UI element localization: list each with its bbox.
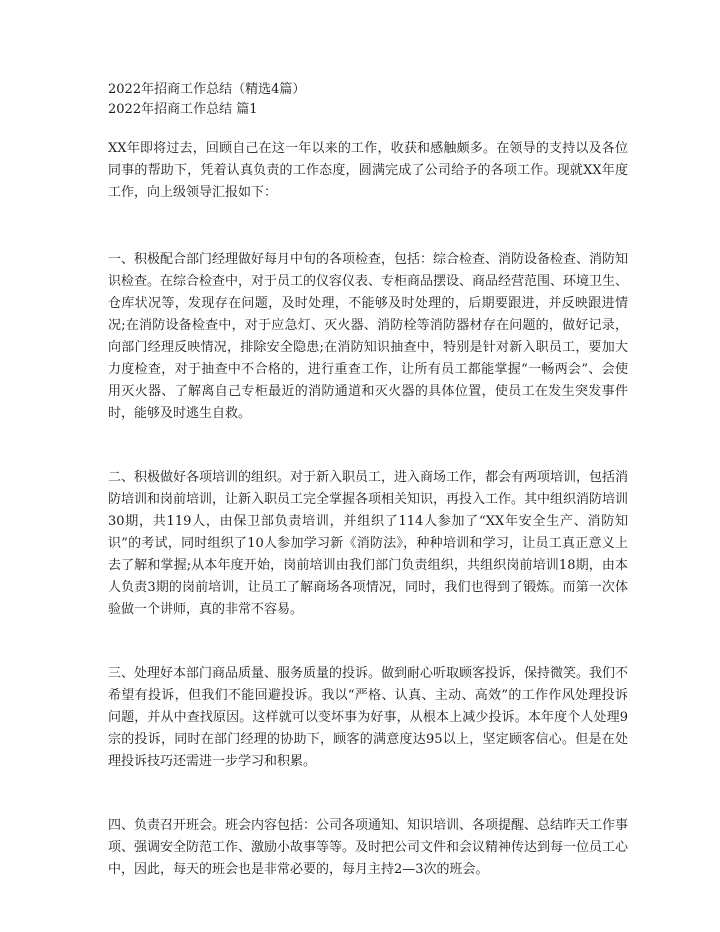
document-body bbox=[108, 80, 628, 881]
document-subtitle: 2022年招商工作总结 篇1 bbox=[108, 102, 258, 117]
section-paragraph-1: 一、积极配合部门经理做好每月中旬的各项检查，包括：综合检查、消防设备检查、消防知识检查。在综合检查中，对于员工的仪容仪表、专柜商品摆设、商品经营范围、环境卫生、仓库状况等，发现存在问题，及时处理，不能够及时处理的，后期要跟进，并反映跟进情况;在消防设备检查中，对于应急灯、灭火器、消防栓等消防器材存在问题的，做好记录，向部门经理反映情况，排除安全隐患;在消防知识抽查中，特别是针对新入职员工，要加大力度检查，对于抽查中不合格的，进行重查工作，让所有员工都能掌握“一畅两会”、会使用灭火器、了解离自己专柜最近的消防通道和灭火器的具体位置，使员工在发生突发事件时，能够及时逃生自救。 bbox=[108, 252, 629, 421]
section-paragraph-4: 四、负责召开班会。班会内容包括：公司各项通知、知识培训、各项提醒、总结昨天工作事项、强调安全防范工作、激励小故事等等。及时把公司文件和会议精神传达到每一位员工心中，因此，每天的班会也是非常必要的，每月主持2—3次的班会。 bbox=[108, 818, 629, 877]
document-title: 2022年招商工作总结（精选4篇） bbox=[108, 82, 306, 97]
section-paragraph-3: 三、处理好本部门商品质量、服务质量的投诉。做到耐心听取顾客投诉，保持微笑。我们不希望有投诉，但我们不能回避投诉。我以“严格、认真、主动、高效”的工作作风处理投诉问题，并从中查找原因。这样就可以变坏事为好事，从根本上减少投诉。本年度个人处理9宗的投诉，同时在部门经理的协助下，顾客的满意度达95以上，坚定顾客信心。但是在处理投诉技巧还需进一步学习和积累。 bbox=[108, 666, 629, 769]
intro-paragraph: XX年即将过去，回顾自己在这一年以来的工作，收获和感触颇多。在领导的支持以及各位同事的帮助下，凭着认真负责的工作态度，圆满完成了公司给予的各项工作。现就XX年度工作，向上级领导汇报如下： bbox=[108, 141, 628, 200]
section-paragraph-2: 二、积极做好各项培训的组织。对于新入职员工，进入商场工作，都会有两项培训，包括消防培训和岗前培训，让新入职员工完全掌握各项相关知识，再投入工作。其中组织消防培训30期，共119人，由保卫部负责培训，并组织了114人参加了“XX年安全生产、消防知识”的考试，同时组织了10人参加学习新《消防法》，种种培训和学习，让员工真正意义上去了解和掌握;从本年度开始，岗前培训由我们部门负责组织，共组织岗前培训18期，由本人负责3期的岗前培训，让员工了解商场各项情况，同时，我们也得到了锻炼。而第一次体验做一个讲师，真的非常不容易。 bbox=[108, 470, 629, 617]
